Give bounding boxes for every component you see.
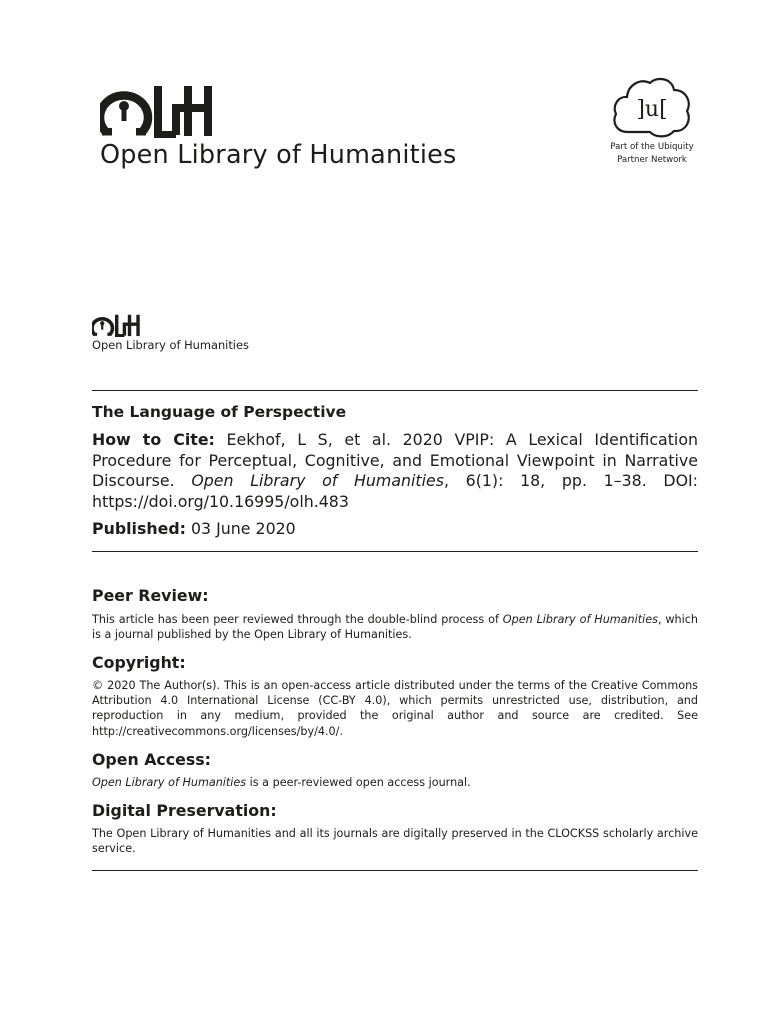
olh-logo <box>100 82 456 170</box>
olh-monogram-small-icon <box>92 313 144 337</box>
how-to-cite <box>92 430 698 512</box>
open-access-journal: Open Library of Humanities <box>92 776 247 789</box>
divider-bottom <box>92 870 698 871</box>
article-title-text: The Language of Perspective <box>92 403 347 421</box>
peer-review-text-after: , which is a journal published by the Open Library of Humanities. <box>92 613 698 642</box>
copyright-section <box>92 653 698 739</box>
ubiquity-caption-line-1: Part of the Ubiquity <box>610 142 694 152</box>
peer-review-text <box>92 612 698 642</box>
published-line <box>92 519 698 538</box>
peer-review-heading: Peer Review: <box>92 586 209 605</box>
ubiquity-partner-logo <box>606 74 698 166</box>
ubiquity-caption-line-2: Partner Network <box>617 155 687 165</box>
cite-text: Eekhof, L S, et al. 2020 VPIP: A Lexical Identification Procedure for Perceptual, Cognitive, and Emotional Viewpoint in Narrative Discourse. <box>92 430 698 490</box>
open-access-text <box>92 775 698 790</box>
open-access-heading: Open Access: <box>92 750 211 769</box>
copyright-heading: Copyright: <box>92 653 186 672</box>
divider-middle <box>92 551 698 552</box>
digital-preservation-text: The Open Library of Humanities and all its journals are digitally preserved in the CLOCKSS scholarly archive service. <box>92 827 698 856</box>
olh-journal-logo <box>92 313 249 352</box>
open-access-section <box>92 750 698 790</box>
olh-logo-text: Open Library of Humanities <box>100 140 457 170</box>
published-label: Published: <box>92 519 186 538</box>
peer-review-text-before: This article has been peer reviewed through the double-blind process of <box>92 613 503 626</box>
olh-journal-logo-text: Open Library of Humanities <box>92 338 249 352</box>
ubiquity-mark: ]u[ <box>636 97 668 122</box>
cite-label: How to Cite: <box>92 430 215 449</box>
peer-review-section <box>92 586 698 642</box>
published-date: 03 June 2020 <box>190 519 296 538</box>
peer-review-journal: Open Library of Humanities <box>502 613 658 626</box>
article-title <box>92 403 698 421</box>
divider-top <box>92 390 698 391</box>
digital-preservation-heading: Digital Preservation: <box>92 801 277 820</box>
cloud-icon <box>610 74 694 140</box>
digital-preservation-section <box>92 801 698 856</box>
cite-journal: Open Library of Humanities <box>191 471 444 490</box>
open-access-text-after: is a peer-reviewed open access journal. <box>246 776 471 789</box>
copyright-text: © 2020 The Author(s). This is an open-access article distributed under the terms of the Creative Commons Attribution 4.0 International License (CC-BY 4.0), which permits unrestricted use, distribution, and reproduction in any medium, provided the original author and source are credited. See http://creativecommons.org/licenses/by/4.0/. <box>92 679 698 738</box>
cite-tail: , 6(1): 18, pp. 1–38. DOI: https://doi.org/10.16995/olh.483 <box>92 471 698 511</box>
olh-monogram-icon <box>100 82 222 138</box>
